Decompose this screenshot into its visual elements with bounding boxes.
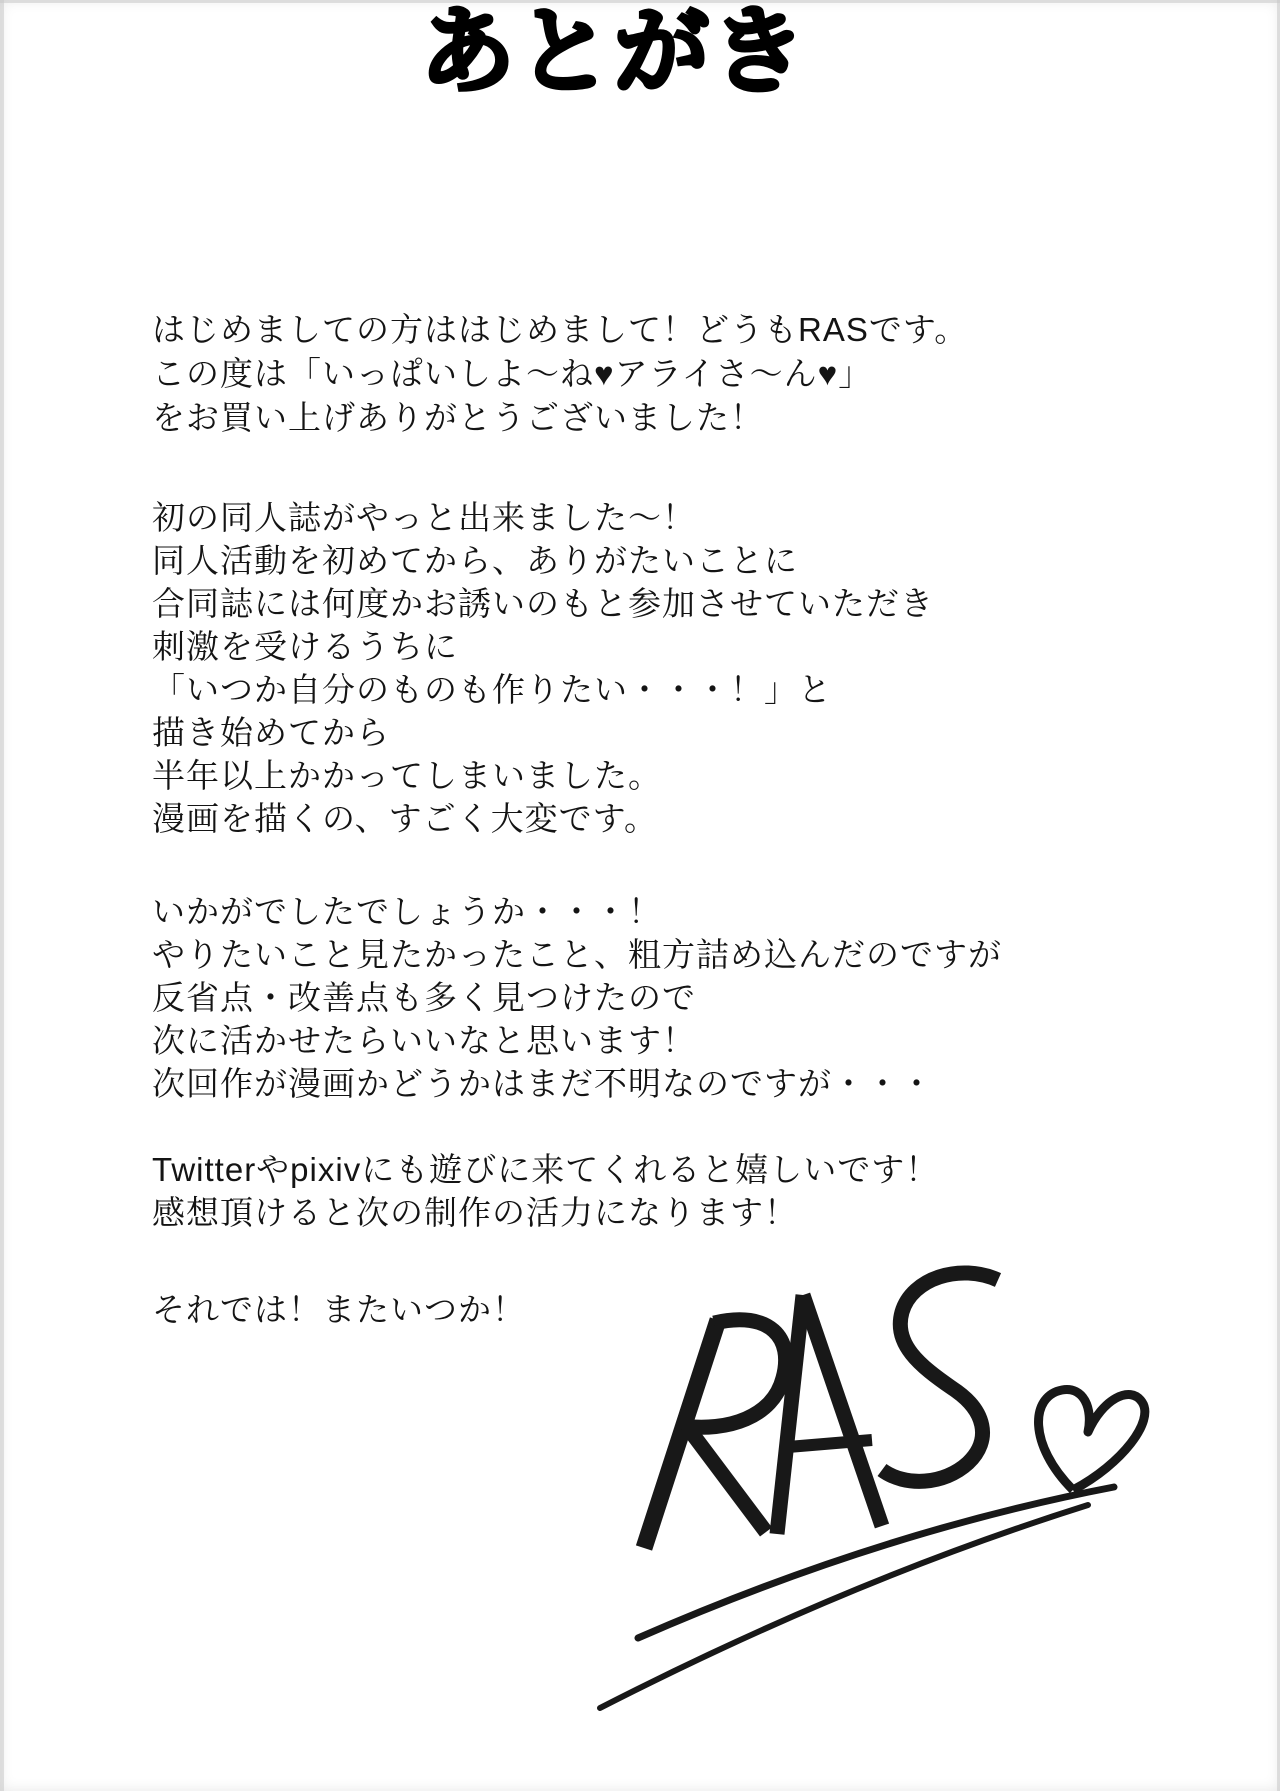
text-line: 次に活かせたらいいなと思います！ xyxy=(152,1022,696,1059)
text-line: はじめましての方ははじめまして！どうもRASです。 xyxy=(152,311,969,348)
signature-letter-a-crossbar xyxy=(788,1440,872,1447)
text-line: 同人活動を初めてから、ありがたいことに xyxy=(152,542,798,579)
signature-drawing xyxy=(540,1260,1160,1740)
signature xyxy=(540,1260,1160,1740)
text-line: 「いつか自分のものも作りたい・・・！」と xyxy=(152,671,832,708)
paragraph-farewell xyxy=(152,1288,526,1332)
text-line: 半年以上かかってしまいました。 xyxy=(152,757,662,794)
text-line: 次回作が漫画かどうかはまだ不明なのですが・・・ xyxy=(152,1065,934,1102)
heart-icon xyxy=(1039,1390,1145,1490)
text-line: いかがでしたでしょうか・・・！ xyxy=(152,893,662,930)
text-line: やりたいこと見たかったこと、粗方詰め込んだのですが xyxy=(152,936,1002,973)
text-line: 合同誌には何度かお誘いのもと参加させていただき xyxy=(152,585,934,622)
text-line: Twitterやpixivにも遊びに来てくれると嬉しいです！ xyxy=(152,1151,940,1188)
text-line: それでは！またいつか！ xyxy=(152,1291,526,1328)
text-line: 初の同人誌がやっと出来ました～！ xyxy=(152,499,696,536)
paragraph-reflection xyxy=(152,890,1002,1105)
signature-letter-s xyxy=(882,1273,998,1481)
signature-underline-lower xyxy=(600,1505,1088,1708)
text-line: をお買い上げありがとうございました！ xyxy=(152,399,764,436)
text-line: 感想頂けると次の制作の活力になります！ xyxy=(152,1194,798,1231)
page-edge-left xyxy=(0,0,4,1791)
signature-letter-r-leg xyxy=(688,1428,766,1532)
paragraph-greeting xyxy=(152,308,968,440)
text-line: 描き始めてから xyxy=(152,714,390,751)
text-line: 刺激を受けるうちに xyxy=(152,628,458,665)
signature-letter-a-right-leg xyxy=(803,1295,882,1526)
paragraph-first-doujinshi xyxy=(152,496,934,840)
paragraph-social-links xyxy=(152,1148,939,1234)
text-line: 漫画を描くの、すごく大変です。 xyxy=(152,800,659,837)
text-line: 反省点・改善点も多く見つけたので xyxy=(152,979,696,1016)
page-title: あとがき xyxy=(419,0,808,105)
text-line: この度は「いっぱいしよ～ね♥アライさ～ん♥」 xyxy=(152,355,873,392)
